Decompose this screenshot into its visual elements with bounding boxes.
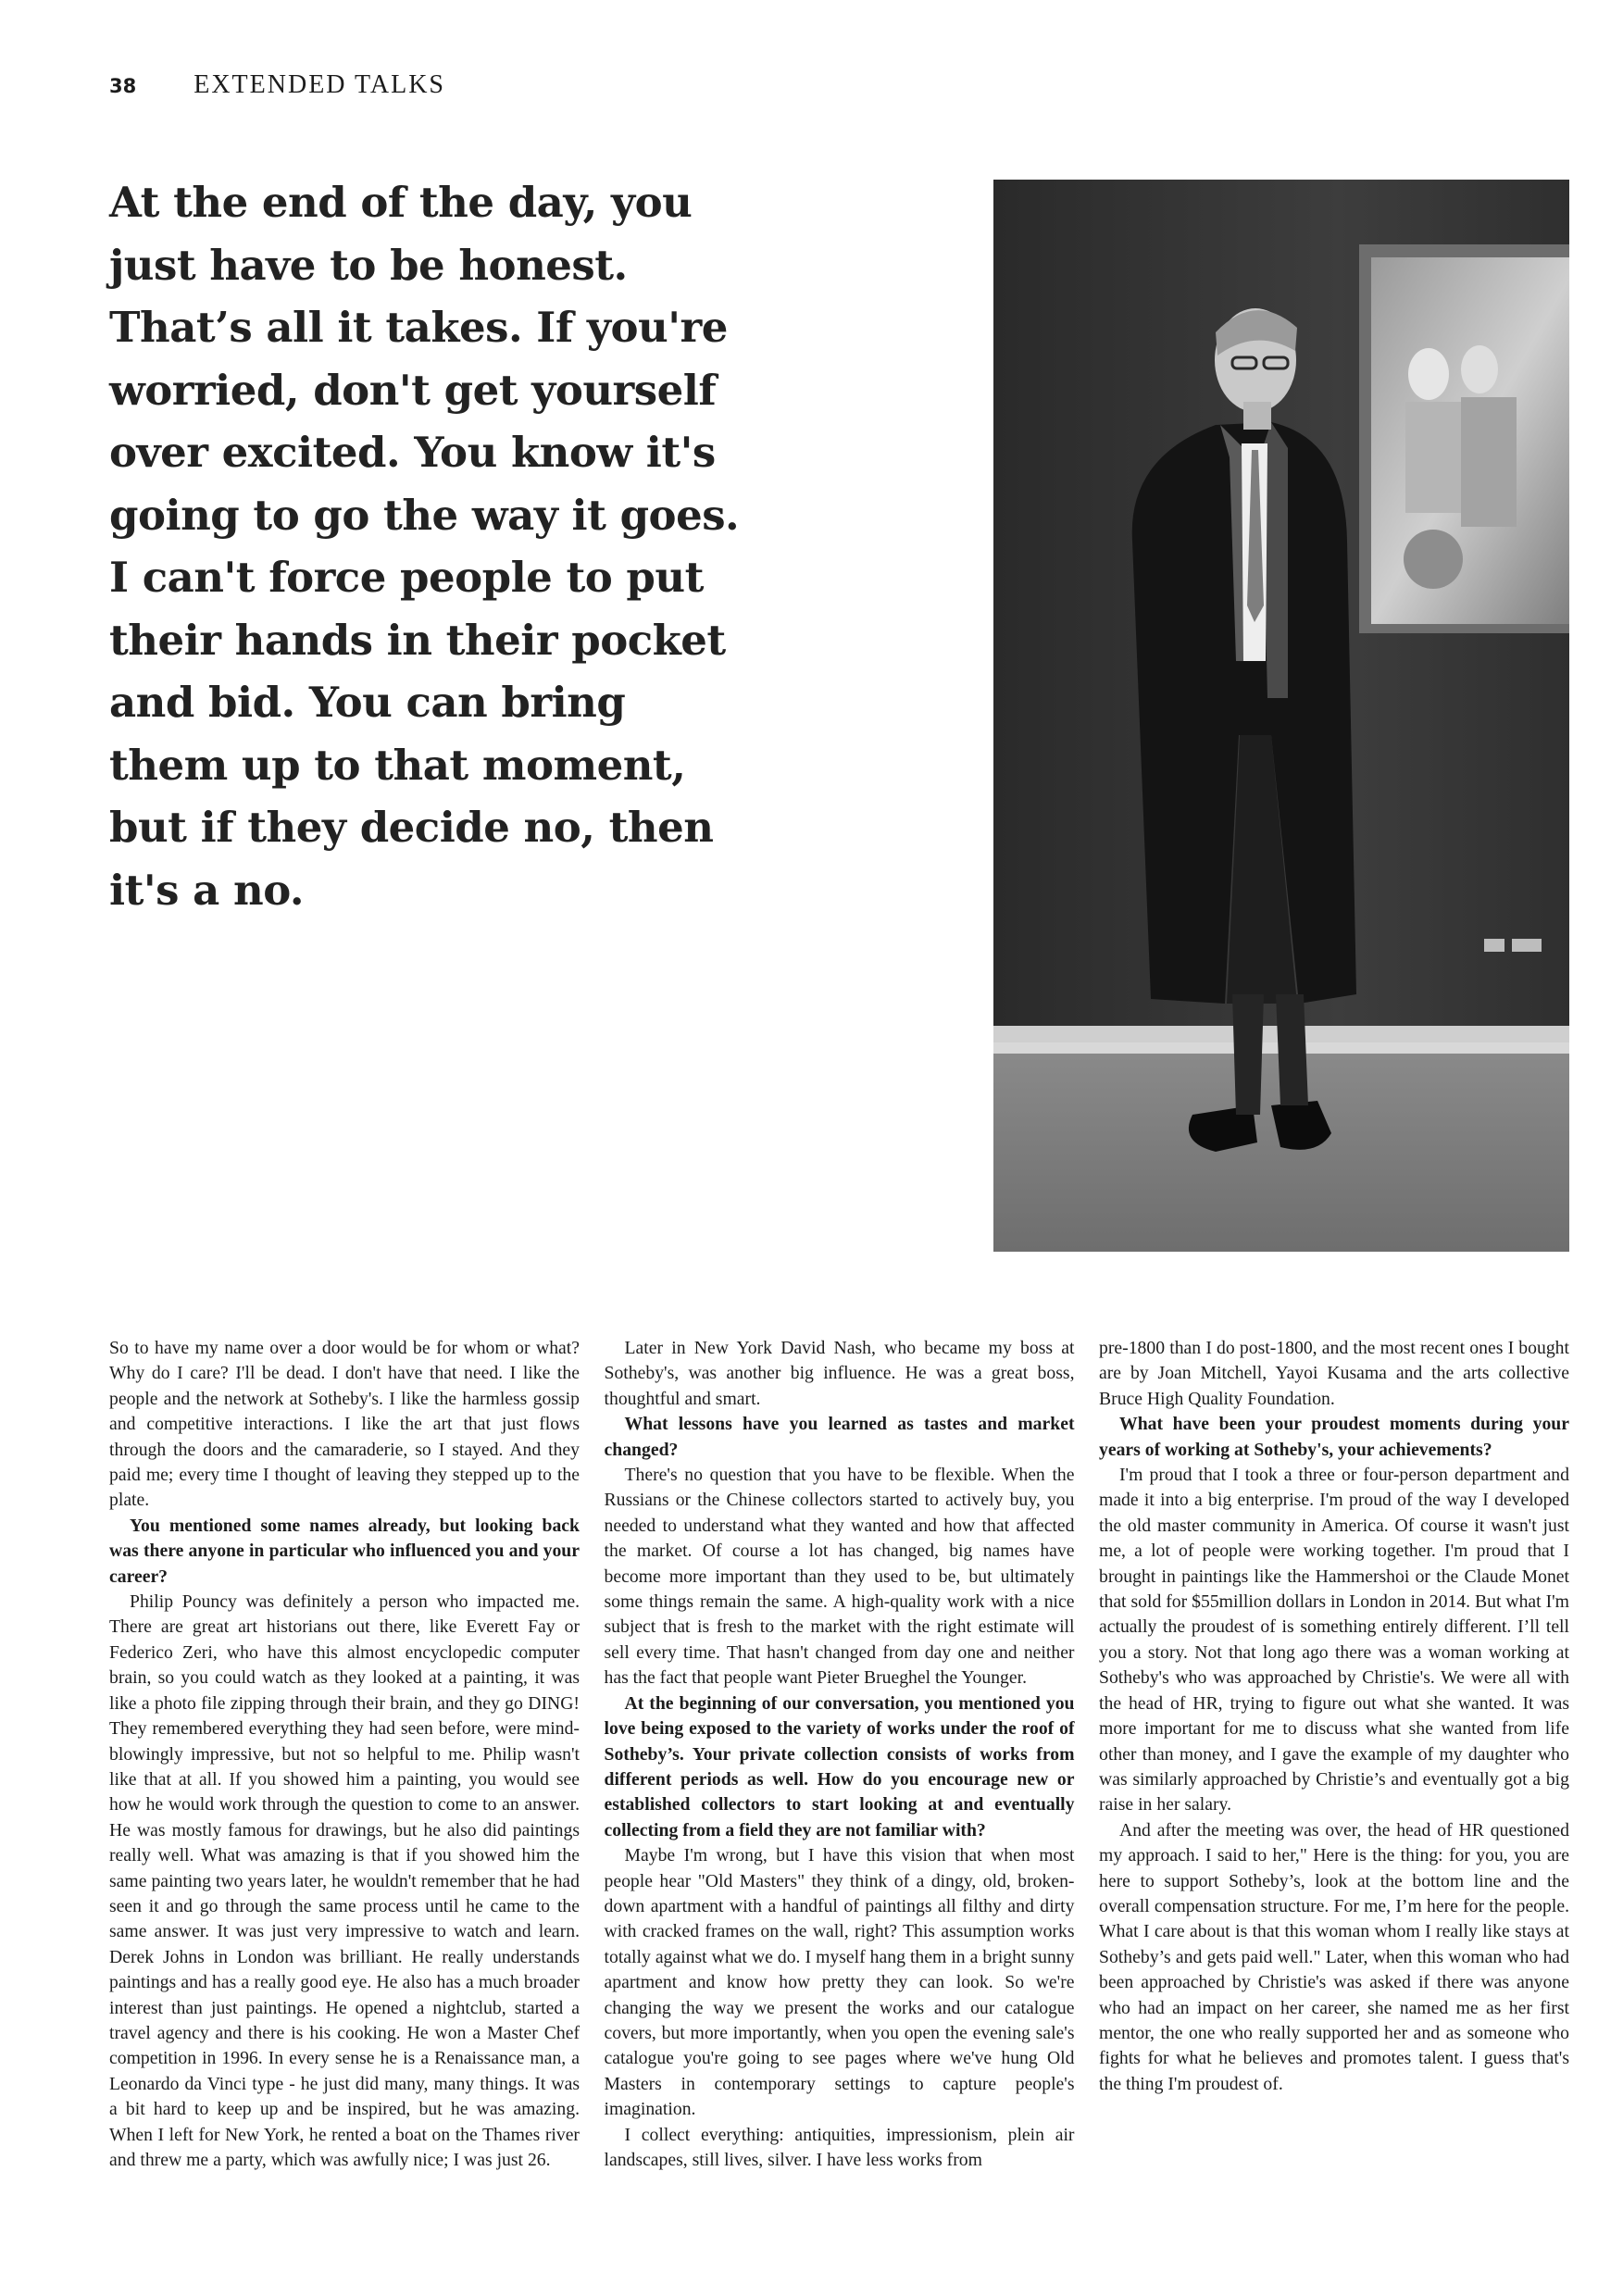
interview-question: What lessons have you learned as tastes and market changed? — [604, 1414, 1075, 1460]
interview-paragraph: Maybe I'm wrong, but I have this vision that when most people hear "Old Masters" they think of a dingy, old, broken-down apartment with a handful of paintings all filthy and dirty with cracked frames on the wall, right? This assumption works totally against what we do. I myself hang them in a bright sunny apartment and know how pretty they can look. So we're changing the way we present the works and our catalogue covers, but more importantly, when you open the evening sale's catalogue you're going to see pages where we've hung Old Masters in contemporary settings to capture people's imagination. — [604, 1845, 1075, 2120]
interview-paragraph: I collect everything: antiquities, impressionism, plein air landscapes, still lives, silver. I have less works from — [604, 2124, 1075, 2170]
interview-paragraph: pre-1800 than I do post-1800, and the most recent ones I bought are by Joan Mitchell, Yayoi Kusama and the arts collective Bruce High Quality Foundation. — [1099, 1338, 1569, 1409]
interview-question: At the beginning of our conversation, you mentioned you love being exposed to the variety of works under the roof of Sotheby’s. Your private collection consists of works from different periods as well. How do you encourage new or established collectors to start looking at and eventually collecting from a field they are not familiar with? — [604, 1692, 1075, 1841]
interview-paragraph: And after the meeting was over, the head of HR questioned my approach. I said to her," Here is the thing: for you, you are here to support Sotheby’s, look at the bottom line and the overall compensation structure. For me, I’m here for the people. What I care about is that this woman whom I really like stays at Sotheby’s and gets paid well." Later, when this woman who had been approached by Christie's was asked if there was anyone who had an impact on her career, she named me as her first mentor, the one who really supported her and as someone who fights for what he believes and promotes talent. I guess that's the thing I'm proudest of. — [1099, 1819, 1569, 2094]
page-number: 38 — [109, 75, 137, 97]
interview-paragraph: Philip Pouncy was definitely a person who impacted me. There are great art historians out there, like Everett Fay or Federico Zeri, who have this almost encyclopedic computer brain, so you could watch as they looked at a painting, it was like a photo file zipping through their brain, and they go DING! They remembered everything they had seen before, were mind-blowingly impressive, but not so helpful to me. Philip wasn't like that at all. If you showed him a painting, you would see how he would work through the question to come to an answer. He was mostly famous for drawings, but he also did paintings really well. What was amazing is that if you showed him the same painting two years later, he wouldn't remember that he had seen it and go through the same process until he came to the same answer. It was just very impressive to watch and learn. Derek Johns in London was brilliant. He really understands paintings and has a really good eye. He also has a much broader interest than just paintings. He opened a nightclub, started a travel agency and there is his cooking. He won a Master Chef competition in 1996. In every sense he is a Renaissance man, a Leonardo da Vinci type - he just did many, many things. It was a bit hard to keep up and be inspired, but he was amazing. When I left for New York, he rented a boat on the Thames river and threw me a party, which was awfully nice; I was just 26. — [109, 1591, 580, 2170]
interview-paragraph: There's no question that you have to be flexible. When the Russians or the Chinese collectors started to actively buy, you needed to understand what they wanted and how that affected the market. Of course a lot has changed, big names have become more important than they used to be, but ultimately some things remain the same. A high-quality work with a nice subject that is fresh to the market with the right estimate will sell every time. That hasn't changed from day one and neither has the fact that people want Pieter Brueghel the Younger. — [604, 1465, 1075, 1689]
interview-paragraph: I'm proud that I took a three or four-person department and made it into a big enterprise. I'm proud of the way I developed the old master community in America. Of course it wasn't just me, a lot of people were working together. I'm proud that I brought in paintings like the Hammershoi or the Claude Monet that sold for $55million dollars in London in 2014. But what I'm actually the proudest of is something entirely different. I’ll tell you a story. Not that long ago there was a woman working at Sotheby's who was approached by Christie's. We were all with the head of HR, trying to figure out what she wanted. It was more important for me to discuss what she wanted from life other than money, and I gave the example of my daughter who was similarly approached by Christie’s and eventually got a big raise in her salary. — [1099, 1465, 1569, 1816]
interview-question: What have been your proudest moments during your years of working at Sotheby's, your achievements? — [1099, 1414, 1569, 1460]
interview-question: You mentioned some names already, but looking back was there anyone in particular who influenced you and your career? — [109, 1515, 580, 1587]
article-column-2 — [605, 1336, 1075, 2173]
article-column-1 — [109, 1336, 580, 2173]
article-column-3 — [1099, 1336, 1569, 2173]
interview-paragraph: So to have my name over a door would be for whom or what? Why do I care? I'll be dead. I don't have that need. I like the people and the network at Sotheby's. I like the harmless gossip and competitive interactions. I like the art that just flows through the doors and the camaraderie, so I stayed. And they paid me; every time I thought of leaving they stepped up to the plate. — [109, 1338, 580, 1511]
section-title: EXTENDED TALKS — [194, 70, 446, 99]
portrait-photo-illustration — [993, 180, 1569, 1252]
interview-paragraph: Later in New York David Nash, who became my boss at Sotheby's, was another big influence. He was a great boss, thoughtful and smart. — [604, 1338, 1075, 1409]
portrait-photo — [993, 180, 1569, 1252]
page-header — [109, 70, 445, 100]
pull-quote: At the end of the day, you just have to be honest. That’s all it takes. If you're worried, don't get yourself over excited. You know it's going to go the way it goes. I can't force people to put their hands in their pocket and bid. You can bring them up to that moment, but if they decide no, then it's a no. — [109, 178, 740, 915]
article-body — [109, 1336, 1569, 2173]
